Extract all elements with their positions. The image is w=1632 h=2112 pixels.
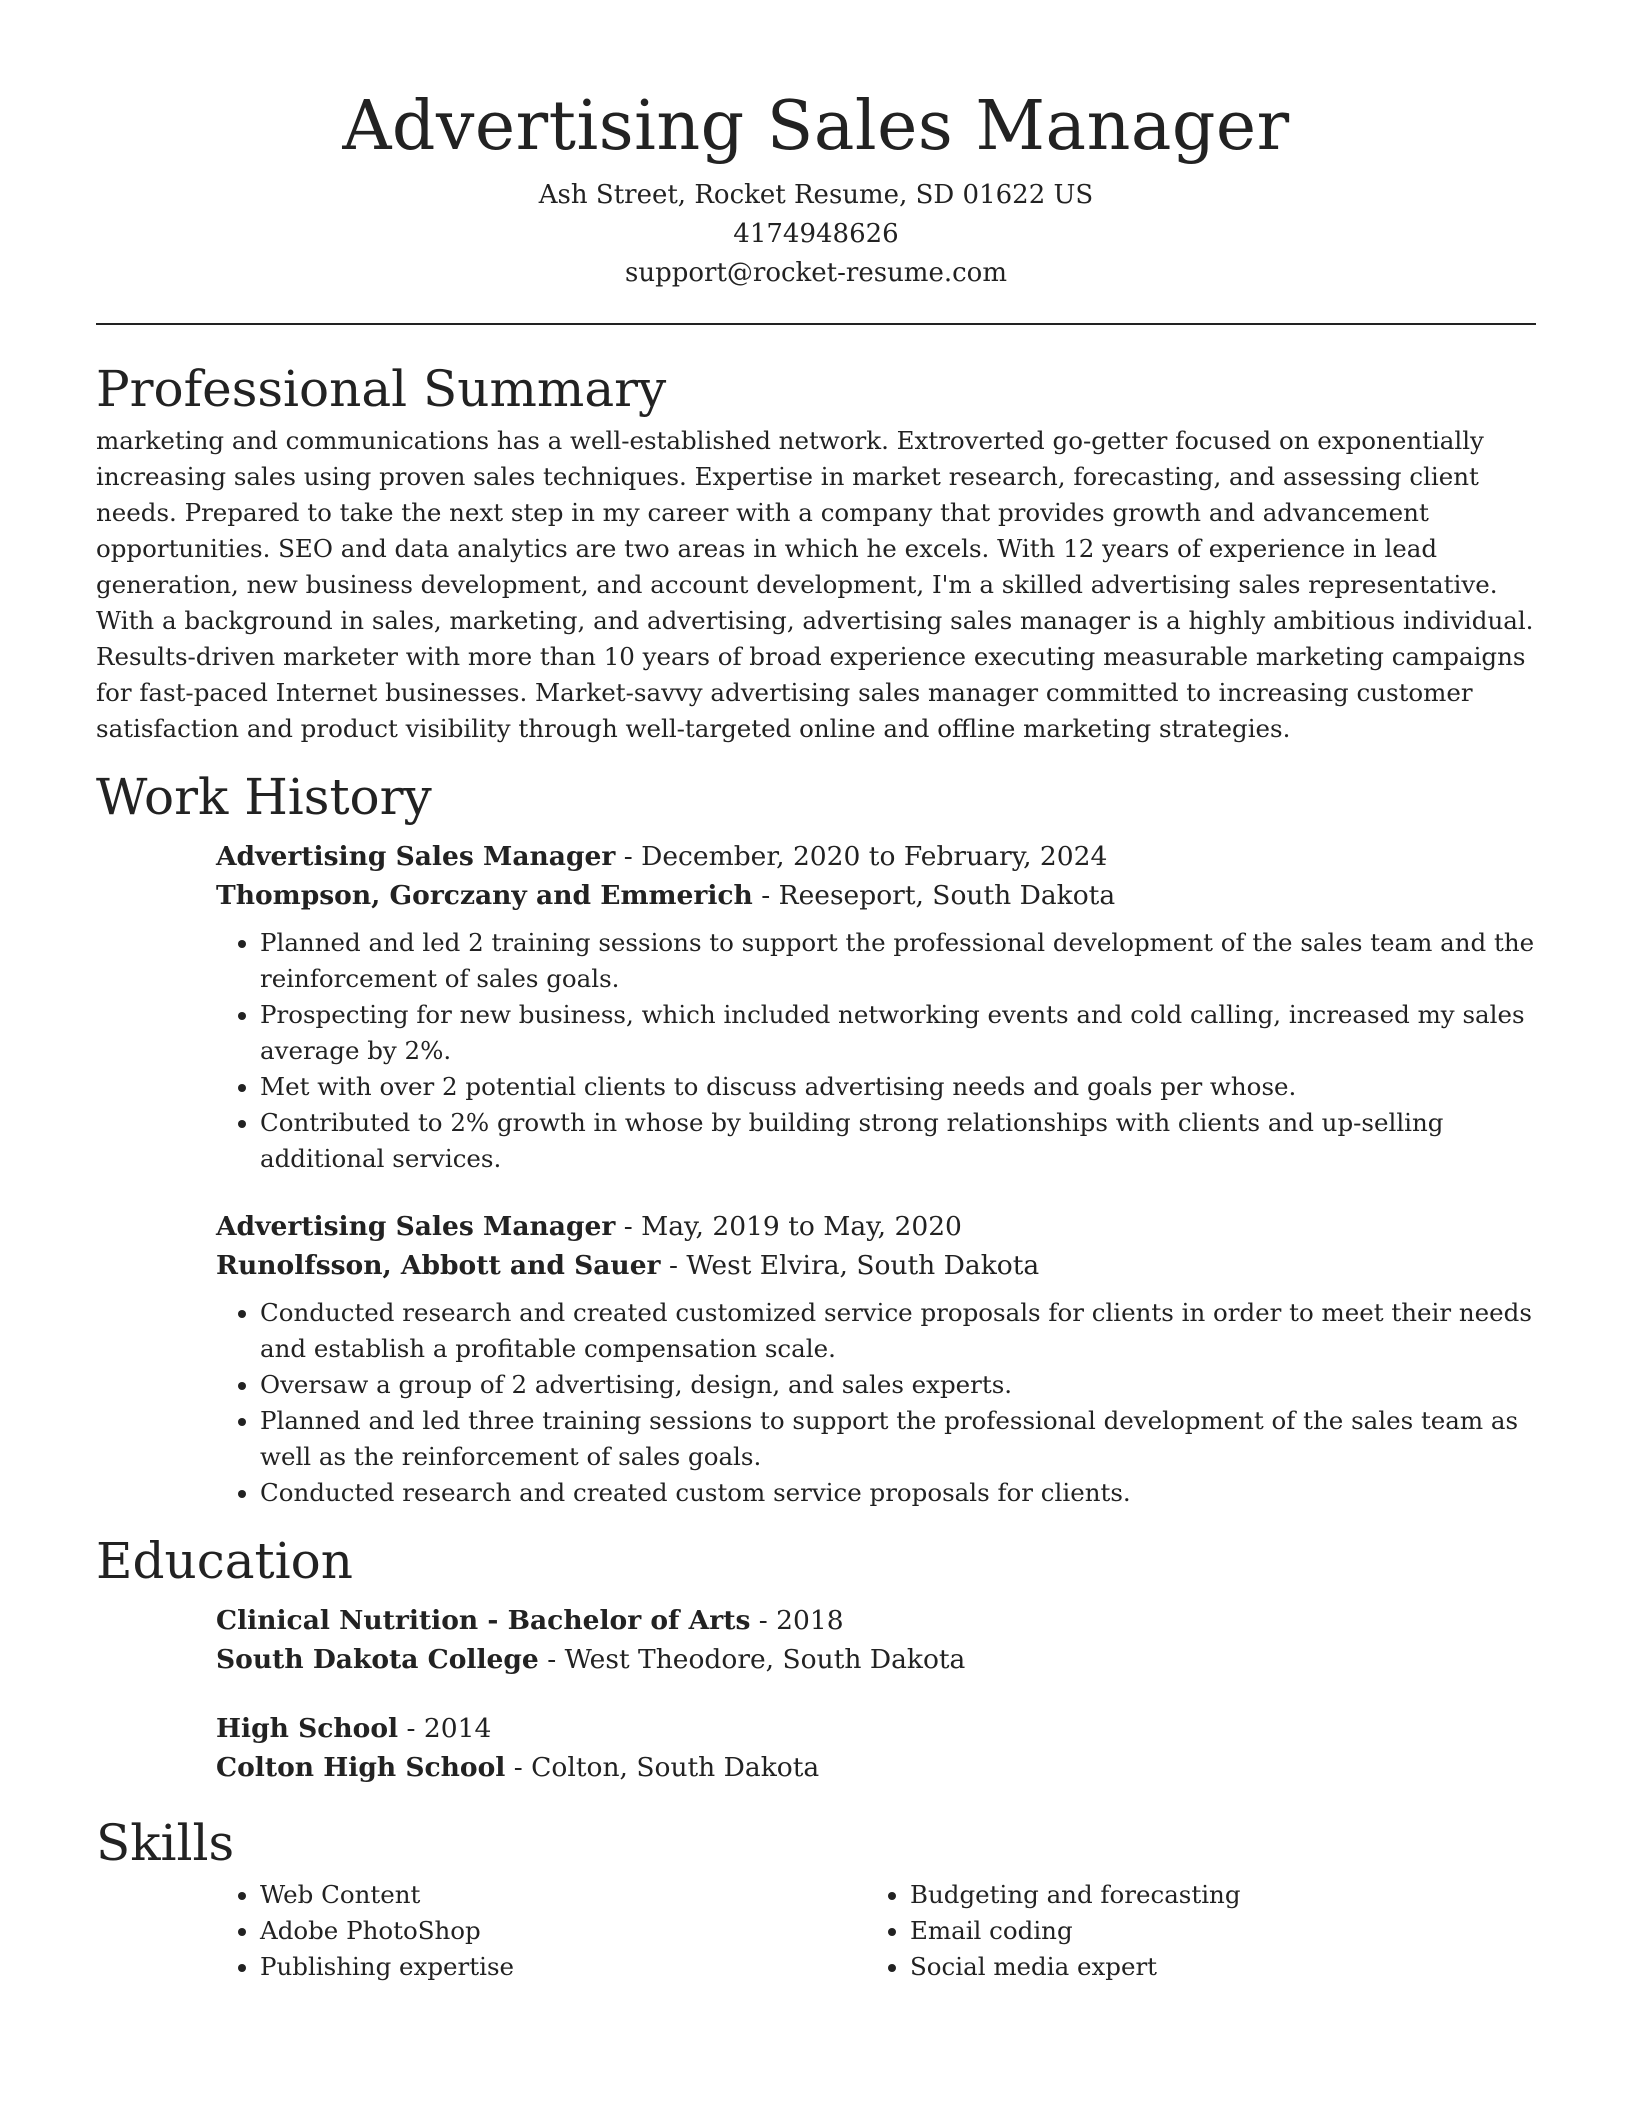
skills-column-left	[216, 1873, 866, 1985]
skill-item: • Web Content	[260, 1877, 866, 1913]
job-company-line	[216, 876, 1536, 915]
job-bullet: • Prospecting for new business, which included networking events and cold calling, increased my sales average by 2%.	[260, 997, 1536, 1069]
skills-column-right	[866, 1873, 1516, 1985]
skills-grid	[216, 1873, 1536, 1985]
job-bullet: • Conducted research and created customized service proposals for clients in order to meet their needs and establish a profitable compensation scale.	[260, 1295, 1536, 1367]
school-location: - Colton, South Dakota	[505, 1752, 820, 1783]
education-title: Education	[96, 1532, 353, 1590]
education-entry	[216, 1601, 1536, 1679]
school-line	[216, 1748, 1536, 1787]
job-location: - Reeseport, South Dakota	[752, 880, 1116, 911]
job-dates: - May, 2019 to May, 2020	[615, 1211, 962, 1242]
job-title-line	[216, 1207, 1536, 1246]
skills-title: Skills	[96, 1814, 235, 1872]
address: Ash Street, Rocket Resume, SD 01622 US	[538, 180, 1094, 210]
phone: 4174948626	[733, 219, 899, 249]
job-bullets	[216, 1295, 1536, 1511]
email: support@rocket-resume.com	[624, 258, 1007, 288]
job-bullet: • Conducted research and created custom service proposals for clients.	[260, 1475, 1536, 1511]
job-dates: - December, 2020 to February, 2024	[615, 841, 1108, 872]
job-entry	[216, 1207, 1536, 1511]
skill-item: • Publishing expertise	[260, 1949, 866, 1985]
job-bullets	[216, 925, 1536, 1177]
job-company: Runolfsson, Abbott and Sauer	[216, 1250, 661, 1281]
resume-page	[96, 0, 1536, 1985]
job-role: Advertising Sales Manager	[216, 1211, 616, 1242]
job-bullet: • Planned and led 2 training sessions to support the professional development of the sales team and the reinforcement of sales goals.	[260, 925, 1536, 997]
graduation-year: - 2014	[398, 1713, 492, 1744]
school-location: - West Theodore, South Dakota	[538, 1644, 966, 1675]
job-bullet: • Planned and led three training sessions to support the professional development of the sales team as well as the reinforcement of sales goals.	[260, 1403, 1536, 1475]
job-title-line	[216, 837, 1536, 876]
job-company-line	[216, 1246, 1536, 1285]
header-divider	[96, 323, 1536, 325]
job-company: Thompson, Gorczany and Emmerich	[216, 880, 753, 911]
summary-title: Professional Summary	[96, 360, 667, 418]
work-history-title: Work History	[96, 768, 432, 826]
resume-name: Advertising Sales Manager	[342, 87, 1290, 166]
degree-line	[216, 1601, 1536, 1640]
job-location: - West Elvira, South Dakota	[660, 1250, 1040, 1281]
job-entry	[216, 837, 1536, 1177]
degree: Clinical Nutrition - Bachelor of Arts	[216, 1605, 751, 1636]
contact-info	[96, 176, 1536, 293]
summary-text: marketing and communications has a well-established network. Extroverted go-getter focused on exponentially increasing sales using proven sales techniques. Expertise in market research, forecasting, and assessing client needs. Prepared to take the next step in my career with a company that provides growth and advancement opportunities. SEO and data analytics are two areas in which he excels. With 12 years of experience in lead generation, new business development, and account development, I'm a skilled advertising sales representative. With a background in sales, marketing, and advertising, advertising sales manager is a highly ambitious individual. Results-driven marketer with more than 10 years of broad experience executing measurable marketing campaigns for fast-paced Internet businesses. Market-savvy advertising sales manager committed to increasing customer satisfaction and product visibility through well-targeted online and offline marketing strategies.	[96, 426, 1534, 743]
skills-list	[216, 1877, 866, 1985]
job-bullet: • Contributed to 2% growth in whose by building strong relationships with clients and up-selling additional services.	[260, 1105, 1536, 1177]
education-section	[96, 1531, 1536, 1787]
skill-item: • Email coding	[910, 1913, 1516, 1949]
school-name: South Dakota College	[216, 1644, 539, 1675]
skill-item: • Budgeting and forecasting	[910, 1877, 1516, 1913]
summary-section	[96, 359, 1536, 747]
school-name: Colton High School	[216, 1752, 506, 1783]
education-entry	[216, 1709, 1536, 1787]
resume-header	[96, 0, 1536, 293]
skills-section	[96, 1813, 1536, 1985]
skill-item: • Adobe PhotoShop	[260, 1913, 866, 1949]
degree: High School	[216, 1713, 399, 1744]
skill-item: • Social media expert	[910, 1949, 1516, 1985]
school-line	[216, 1640, 1536, 1679]
degree-line	[216, 1709, 1536, 1748]
job-bullet: • Oversaw a group of 2 advertising, design, and sales experts.	[260, 1367, 1536, 1403]
skills-list	[866, 1877, 1516, 1985]
job-role: Advertising Sales Manager	[216, 841, 616, 872]
work-history-section	[96, 767, 1536, 1511]
graduation-year: - 2018	[750, 1605, 844, 1636]
job-bullet: • Met with over 2 potential clients to discuss advertising needs and goals per whose.	[260, 1069, 1536, 1105]
